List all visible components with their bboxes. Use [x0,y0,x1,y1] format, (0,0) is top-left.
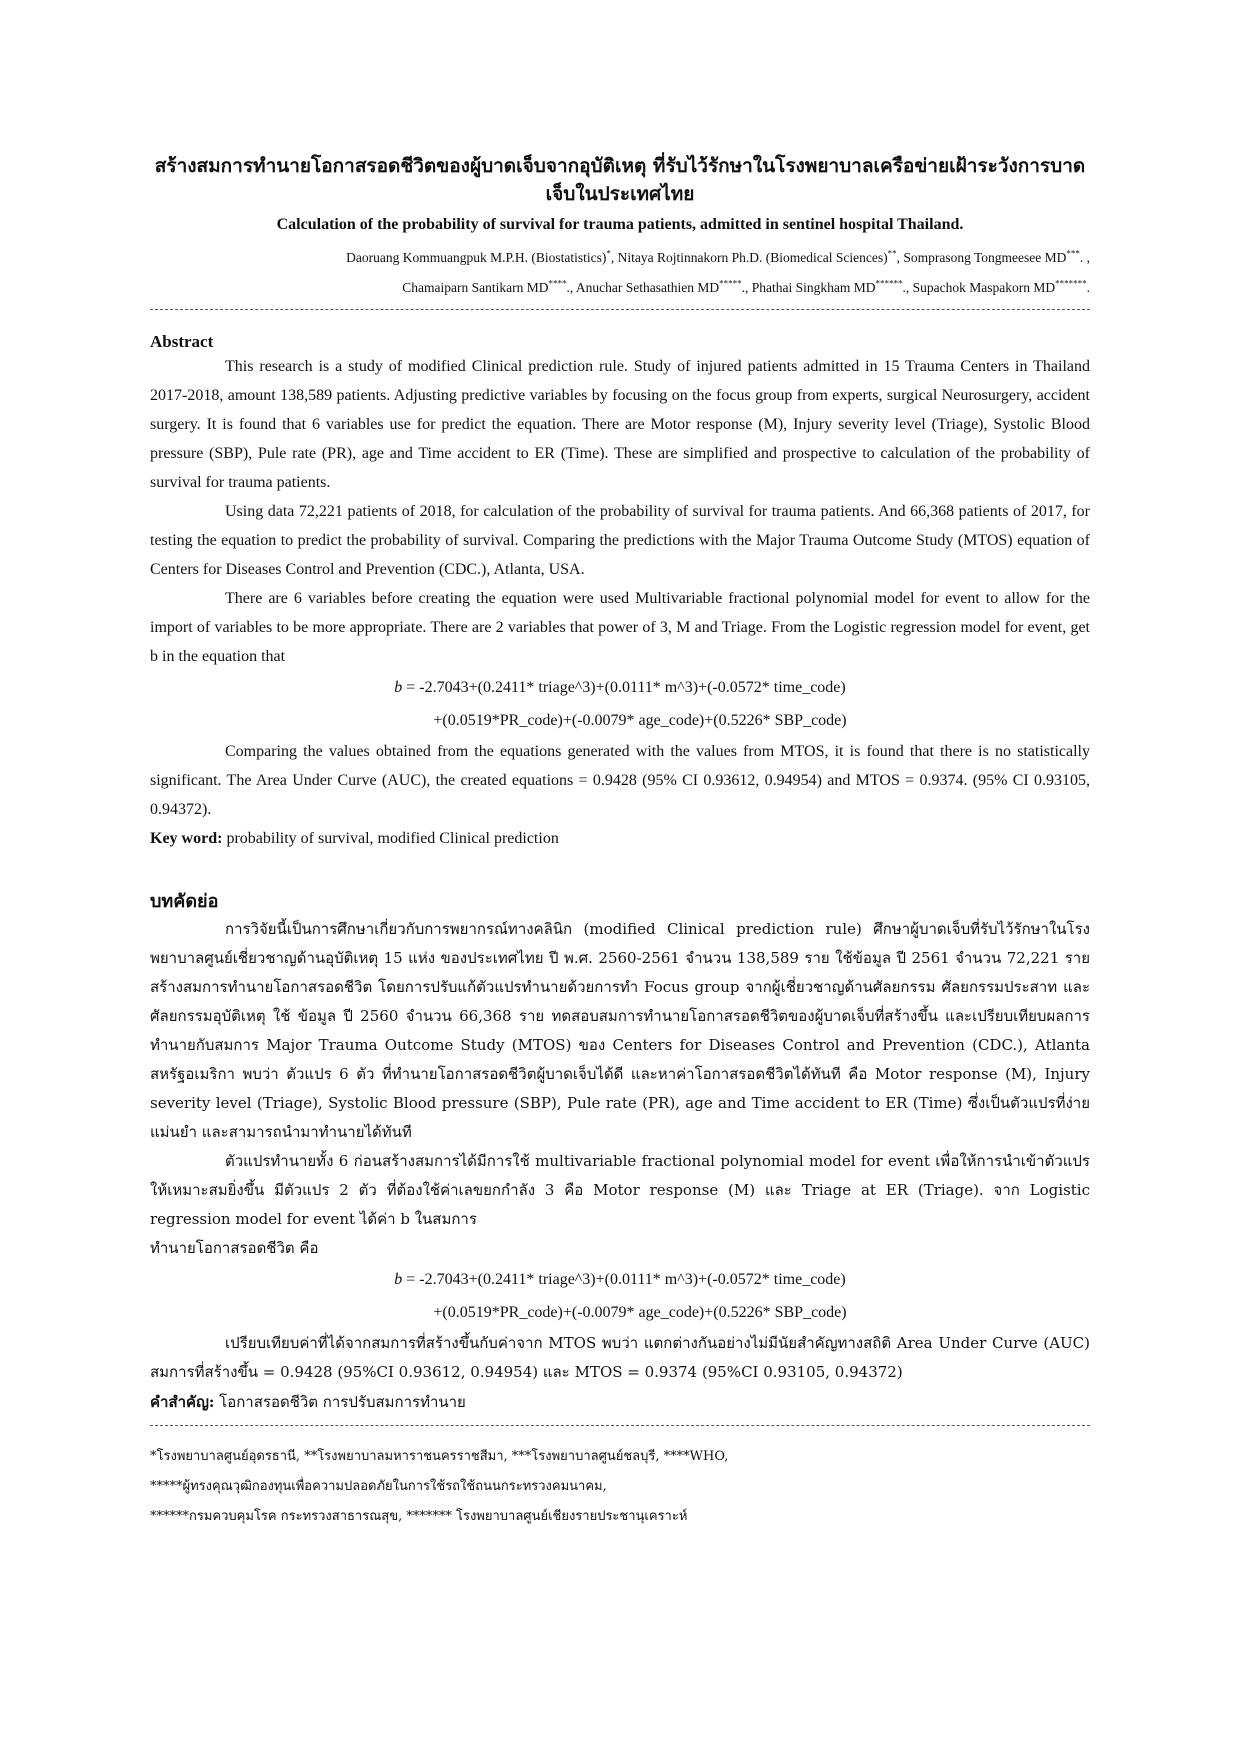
equation: b = -2.7043+(0.2411* triage^3)+(0.0111* m^3)+(-0.0572* time_code) +(0.0519*PR_code)+(-0.0079* age_code)+(0.5226* SBP_code) [394,1271,847,1321]
paper-content [150,152,1090,1532]
keywords: Key word: probability of survival, modified Clinical prediction [150,830,559,847]
thai-abstract-paragraph: ตัวแปรทำนายทั้ง 6 ก่อนสร้างสมการได้มีการใช้ multivariable fractional polynomial model for event เพื่อให้การนำเข้าตัวแปรให้เหมาะสมยิ่งขึ้น มีตัวแปร 2 ตัว ที่ต้องใช้ค่าเลขยกกำลัง 3 คือ Motor response (M) และ Triage at ER (Triage). จาก Logistic regression model for event ได้ค่า b ในสมการ [150,1152,1090,1228]
title-thai: สร้างสมการทำนายโอกาสรอดชีวิตของผู้บาดเจ็บจากอุบัติเหตุ ที่รับไว้รักษาในโรงพยาบาลเครือข่ายเฝ้าระวังการบาดเจ็บในประเทศไทย [154,155,1086,205]
thai-abstract-paragraph: เปรียบเทียบค่าที่ได้จากสมการที่สร้างขึ้นกับค่าจาก MTOS พบว่า แตกต่างกันอย่างไม่มีนัยสำคัญทางสถิติ Area Under Curve (AUC) สมการที่สร้างขึ้น = 0.9428 (95%CI 0.93612, 0.94954) และ MTOS = 0.9374 (95%CI 0.93105, 0.94372) [150,1334,1090,1381]
author: Nitaya Rojtinnakorn Ph.D. (Biomedical Sciences)**, [617,248,904,265]
author: Chamaiparn Santikarn MD****., [402,278,576,295]
abstract-paragraph: Using data 72,221 patients of 2018, for calculation of the probability of survival for trauma patients. And 66,368 patients of 2017, for testing the equation to predict the probability of survival. Comparing the predictions with the Major Trauma Outcome Study (MTOS) equation of Centers for Diseases Control and Prevention (CDC.), Atlanta, USA. [150,503,1090,578]
author-list [150,240,1090,301]
footnote: *****ผู้ทรงคุณวุฒิกองทุนเพื่อความปลอดภัยในการใช้รถใช้ถนนกระทรวงคมนาคม, [150,1479,607,1494]
footnotes [150,1442,1090,1532]
footnote: *โรงพยาบาลศูนย์อุดรธานี, **โรงพยาบาลมหาราชนครราชสีมา, ***โรงพยาบาลศูนย์ชลบุรี, ****WHO, [150,1449,729,1464]
thai-abstract-paragraph: การวิจัยนี้เป็นการศึกษาเกี่ยวกับการพยากรณ์ทางคลินิก (modified Clinical prediction rule) ศึกษาผู้บาดเจ็บที่รับไว้รักษาในโรงพยาบาลศูนย์เชี่ยวชาญด้านอุบัติเหตุ 15 แห่ง ของประเทศไทย ปี พ.ศ. 2560-2561 จำนวน 138,589 ราย ใช้ข้อมูล ปี 2561 จำนวน 72,221 ราย สร้างสมการทำนายโอกาสรอดชีวิต โดยการปรับแก้ตัวแปรทำนายด้วยการทำ Focus group จากผู้เชี่ยวชาญด้านศัลยกรรม ศัลยกรรมประสาท และศัลยกรรมอุบัติเหตุ ใช้ ข้อมูล ปี 2560 จำนวน 66,368 ราย ทดสอบสมการทำนายโอกาสรอดชีวิตของผู้บาดเจ็บที่สร้างขึ้น และเปรียบเทียบผลการทำนายกับสมการ Major Trauma Outcome Study (MTOS) ของ Centers for Diseases Control and Prevention (CDC.), Atlanta สหรัฐอเมริกา พบว่า ตัวแปร 6 ตัว ที่ทำนายโอกาสรอดชีวิตผู้บาดเจ็บได้ดี และหาค่าโอกาสรอดชีวิตได้ทันที คือ Motor response (M), Injury severity level (Triage), Systolic Blood pressure (SBP), Pule rate (PR), age and Time accident to ER (Time) ซึ่งเป็นตัวแปรที่ง่าย แม่นยำ และสามารถนำมาทำนายได้ทันที [150,920,1090,1141]
author: Daoruang Kommuangpuk M.P.H. (Biostatistics)*, [346,248,618,265]
author: Phathai Singkham MD******., [751,278,913,295]
thai-abstract-line: ทำนายโอกาสรอดชีวิต คือ [150,1239,319,1257]
abstract-paragraph: Comparing the values obtained from the equations generated with the values from MTOS, it is found that there is no statistically significant. The Area Under Curve (AUC), the created equations = 0.9428 (95% CI 0.93612, 0.94954) and MTOS = 0.9374. (95% CI 0.93105, 0.94372). [150,743,1090,818]
title-english: Calculation of the probability of survival for trauma patients, admitted in sentinel hospital Thailand. [276,216,964,233]
abstract-paragraph: This research is a study of modified Clinical prediction rule. Study of injured patients admitted in 15 Trauma Centers in Thailand 2017-2018, amount 138,589 patients. Adjusting predictive variables by focusing on the focus group from experts, surgical Neurosurgery, accident surgery. It is found that 6 variables use for predict the equation. There are Motor response (M), Injury severity level (Triage), Systolic Blood pressure (SBP), Pule rate (PR), age and Time accident to ER (Time). These are simplified and prospective to calculation of the probability of survival for trauma patients. [150,358,1090,491]
abstract-heading: Abstract [150,332,214,351]
author: Anuchar Sethasathien MD*****., [575,278,752,295]
divider [150,1425,1090,1426]
author: Somprasong Tongmeesee MD***. , [903,248,1090,265]
divider [150,309,1090,310]
thai-keywords: คำสำคัญ: โอกาสรอดชีวิต การปรับสมการทำนาย [150,1393,466,1411]
abstract-paragraph: There are 6 variables before creating the equation were used Multivariable fractional polynomial model for event to allow for the import of variables to be more appropriate. There are 2 variables that power of 3, M and Triage. From the Logistic regression model for event, get b in the equation that [150,590,1090,665]
author: Supachok Maspakorn MD*******. [912,278,1090,295]
thai-abstract-heading: บทคัดย่อ [150,891,219,912]
equation: b = -2.7043+(0.2411* triage^3)+(0.0111* m^3)+(-0.0572* time_code) +(0.0519*PR_code)+(-0.0079* age_code)+(0.5226* SBP_code) [394,679,847,729]
footnote: ******กรมควบคุมโรค กระทรวงสาธารณสุข, ******* โรงพยาบาลศูนย์เชียงรายประชานุเคราะห์ [150,1509,688,1524]
